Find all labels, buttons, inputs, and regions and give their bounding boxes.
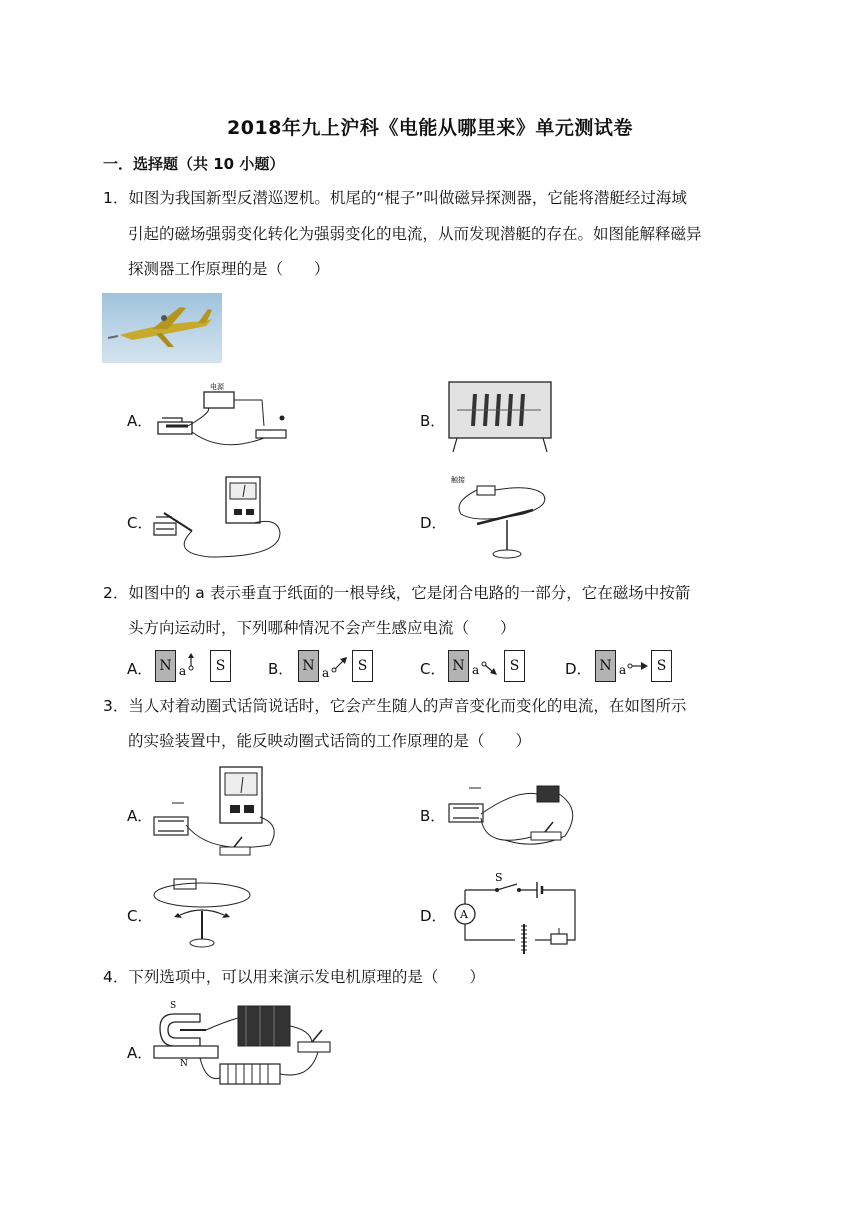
q2-a-south-pole: S: [210, 650, 231, 682]
magnet-n-label: N: [180, 1059, 188, 1069]
svg-text:a: a: [179, 664, 187, 678]
q4-option-a-label[interactable]: A．: [127, 1044, 153, 1062]
q3-figure-b[interactable]: [445, 770, 585, 855]
q3-option-a-label[interactable]: A．: [127, 807, 153, 825]
q2-option-d-label[interactable]: D．: [565, 660, 592, 678]
q2-d-south-pole: S: [651, 650, 672, 682]
page-title: 2018年九上沪科《电能从哪里来》单元测试卷: [227, 117, 633, 139]
q1-figure-a[interactable]: [152, 382, 292, 452]
q2-d-wire-arrow-right[interactable]: [617, 650, 651, 682]
q1-figure-d[interactable]: [447, 472, 557, 562]
q2-option-a-label[interactable]: A．: [127, 660, 153, 678]
q2-d-north-pole: N: [595, 650, 616, 682]
q2-c-north-pole: N: [448, 650, 469, 682]
q2-c-south-pole: S: [504, 650, 525, 682]
q2-a-wire-arrow-up[interactable]: [177, 650, 209, 682]
ferrite-label: 触接: [451, 476, 465, 484]
q1-option-d-label[interactable]: D．: [420, 514, 447, 532]
q2-b-wire-arrow-diagonal[interactable]: [320, 650, 352, 682]
q1-option-a-label[interactable]: A．: [127, 412, 153, 430]
q3-figure-c[interactable]: [152, 875, 252, 950]
q1-figure-b[interactable]: [445, 380, 555, 455]
q3-figure-d-circuit[interactable]: [445, 868, 585, 960]
question-1-line-1: 1．如图为我国新型反潜巡逻机。机尾的“棍子”叫做磁异探测器，它能将潜艇经过海域: [103, 189, 687, 207]
question-3-line-1: 3．当人对着动圈式话筒说话时，它会产生随人的声音变化而变化的电流，在如图所示: [103, 697, 687, 715]
q3-figure-a[interactable]: [150, 765, 290, 860]
q3-option-d-label[interactable]: D．: [420, 907, 447, 925]
q2-c-wire-arrow-down[interactable]: [470, 650, 504, 682]
question-2-line-1: 2．如图中的 a 表示垂直于纸面的一根导线，它是闭合电路的一部分，它在磁场中按箭: [103, 584, 691, 602]
ammeter-label: A: [460, 908, 468, 921]
q1-figure-c[interactable]: [150, 473, 290, 563]
svg-text:a: a: [619, 663, 627, 677]
q3-option-c-label[interactable]: C．: [127, 907, 153, 925]
question-2-line-2: 头方向运动时，下列哪种情况不会产生感应电流（ ）: [128, 619, 516, 637]
switch-label: S: [495, 871, 503, 884]
question-1-line-3: 探测器工作原理的是（ ）: [128, 260, 330, 278]
q2-option-b-label[interactable]: B．: [268, 660, 294, 678]
power-label: 电源: [210, 383, 224, 391]
q1-option-b-label[interactable]: B．: [420, 412, 446, 430]
q2-option-c-label[interactable]: C．: [420, 660, 446, 678]
q4-figure-a[interactable]: [150, 998, 342, 1098]
question-3-line-2: 的实验装置中，能反映动圈式话筒的工作原理的是（ ）: [128, 732, 532, 750]
q2-b-south-pole: S: [352, 650, 373, 682]
svg-text:a: a: [322, 666, 330, 680]
magnet-s-label: S: [170, 1001, 177, 1011]
patrol-plane-photo: [102, 293, 222, 363]
question-4-line-1: 4．下列选项中，可以用来演示发电机原理的是（ ）: [103, 968, 485, 986]
q1-option-c-label[interactable]: C．: [127, 514, 153, 532]
section-heading: 一．选择题（共 10 小题）: [103, 155, 285, 173]
question-1-line-2: 引起的磁场强弱变化转化为强弱变化的电流，从而发现潜艇的存在。如图能解释磁异: [128, 225, 702, 243]
q2-a-north-pole: N: [155, 650, 176, 682]
svg-text:a: a: [472, 663, 480, 677]
q3-option-b-label[interactable]: B．: [420, 807, 446, 825]
q2-b-north-pole: N: [298, 650, 319, 682]
